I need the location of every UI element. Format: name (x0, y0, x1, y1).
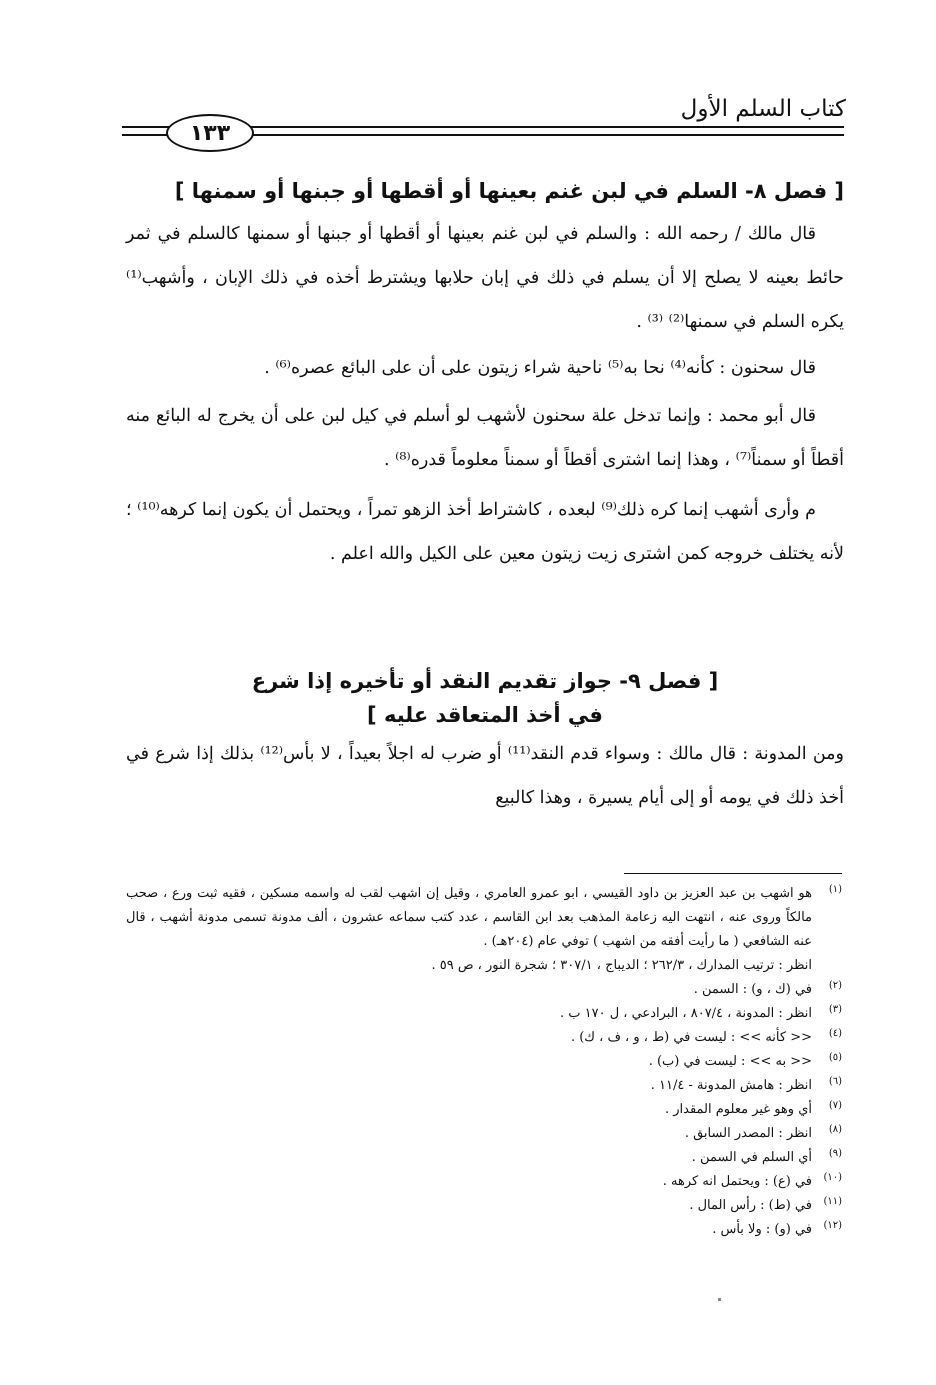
footnote-5 (126, 1050, 842, 1074)
section-9-heading-line-1: [ فصل ٩- جواز تقديم النقد أو تأخيره إذا شرع (251, 669, 719, 693)
footnote-text: في (ع) : ويحتمل انه كرهه . (662, 1174, 812, 1189)
footnote-number: (٩) (828, 1148, 842, 1159)
footnote-number: (٥) (828, 1052, 842, 1063)
footnote-text: في (ط) : رأس المال . (689, 1198, 812, 1213)
footnote-9 (126, 1146, 842, 1170)
footnote-1-references: انظر : ترتيب المدارك ، ٢٦٢/٣ ؛ الديباج ، ٣٠٧/١ ؛ شجرة النور ، ص ٥٩ . (431, 958, 812, 973)
footnote-4 (126, 1026, 842, 1050)
paragraph-mudawwana: ومن المدونة : قال مالك : وسواء قدم النقد⁽¹¹⁾ أو ضرب له اجلاً بعيداً ، لا بأس⁽¹²⁾ بذلك إذا شرع في أخذ ذلك في يومه أو إلى أيام يسيرة ، وهذا كالبيع (126, 744, 844, 808)
footnote-text: انظر : هامش المدونة - ١١/٤ . (650, 1078, 812, 1093)
footnote-6 (126, 1074, 842, 1098)
footnote-text: أي وهو غير معلوم المقدار . (664, 1102, 812, 1117)
paragraph-ashhab: م وأرى أشهب إنما كره ذلك⁽⁹⁾ لبعده ، كاشتراط أخذ الزهو تمراً ، ويحتمل أن يكون إنما كرهه⁽¹⁰⁾ ؛ لأنه يختلف خروجه كمن اشترى زيت زيتون معين على الكيل والله اعلم . (126, 500, 844, 564)
section-8-heading: [ فصل ٨- السلم في لبن غنم بعينها أو أقطها أو جبنها أو سمنها ] (174, 179, 844, 203)
page-number: ١٣٣ (166, 114, 254, 152)
footnote-number: (١٠) (823, 1172, 842, 1183)
footnote-text: أي السلم في السمن . (691, 1150, 812, 1165)
footnote-11 (126, 1194, 842, 1218)
scan-speck (718, 1298, 721, 1301)
footnote-12 (126, 1218, 842, 1242)
section-9-heading-line-2: في أخذ المتعاقد عليه ] (367, 703, 603, 727)
footnote-7 (126, 1098, 842, 1122)
footnote-number: (٨) (828, 1124, 842, 1135)
footnote-number: (٤) (828, 1028, 842, 1039)
footnote-text: في (ك ، و) : السمن . (693, 982, 812, 997)
footnote-number: (١١) (823, 1196, 842, 1207)
footnote-text: انظر : المدونة ، ٨٠٧/٤ ، البرادعي ، ل ١٧٠ ب . (559, 1006, 812, 1021)
footnote-number: (١) (828, 884, 842, 895)
footnote-8 (126, 1122, 842, 1146)
paragraph-sahnun: قال سحنون : كأنه⁽⁴⁾ نحا به⁽⁵⁾ ناحية شراء زيتون على أن على البائع عصره⁽⁶⁾ . (264, 358, 816, 378)
footnote-1 (126, 882, 842, 954)
footnote-text: << به >> : ليست في (ب) . (648, 1054, 812, 1069)
paragraph-malik: قال مالك / رحمه الله : والسلم في لبن غنم بعينها أو أقطها أو جبنها أو سمنها كالسلم في ثمر حائط بعينه لا يصلح إلا أن يسلم في ذلك في إبان حلابها ويشترط أخذه في ذلك الإبان ، وأشهب⁽¹⁾ يكره السلم في سمنها⁽²⁾ ⁽³⁾ . (126, 224, 844, 332)
footnote-text: << كأنه >> : ليست في (ط ، و ، ف ، ك) . (570, 1030, 812, 1045)
running-title: كتاب السلم الأول (680, 96, 846, 122)
footnote-10 (126, 1170, 842, 1194)
footnote-3 (126, 1002, 842, 1026)
footnote-number: (١٢) (823, 1220, 842, 1231)
footnote-separator (624, 873, 842, 874)
footnote-number: (٧) (828, 1100, 842, 1111)
footnote-number: (٢) (828, 980, 842, 991)
footnote-text: هو اشهب بن عبد العزيز بن داود القيسي ، ابو عمرو العامري ، وقيل إن اشهب لقب له واسمه مسكين ، فقيه ثبت ورع ، صحب مالكاً وروى عنه ، انتهت اليه زعامة المذهب بعد ابن القاسم ، عدد كتب سماعه عشرون ، ألف مدونة تسمى مدونة أشهب ، قال عنه الشافعي ( ما رأيت أفقه من اشهب ) توفي عام (٢٠٤هـ) . (126, 886, 812, 949)
footnote-text: في (و) : ولا بأس . (712, 1222, 812, 1237)
footnote-number: (٦) (828, 1076, 842, 1087)
section-8 (126, 170, 844, 576)
section-9 (126, 664, 844, 820)
footnote-2 (126, 978, 842, 1002)
footnote-number: (٣) (828, 1004, 842, 1015)
footnotes (126, 882, 842, 1242)
footnote-text: انظر : المصدر السابق . (684, 1126, 812, 1141)
paragraph-abu-muhammad: قال أبو محمد : وإنما تدخل علة سحنون لأشهب لو أسلم في كيل لبن على أن يخرج له البائع منه أقطاً أو سمناً⁽⁷⁾ ، وهذا إنما اشترى أقطاً أو سمناً معلوماً قدره⁽⁸⁾ . (126, 406, 844, 470)
